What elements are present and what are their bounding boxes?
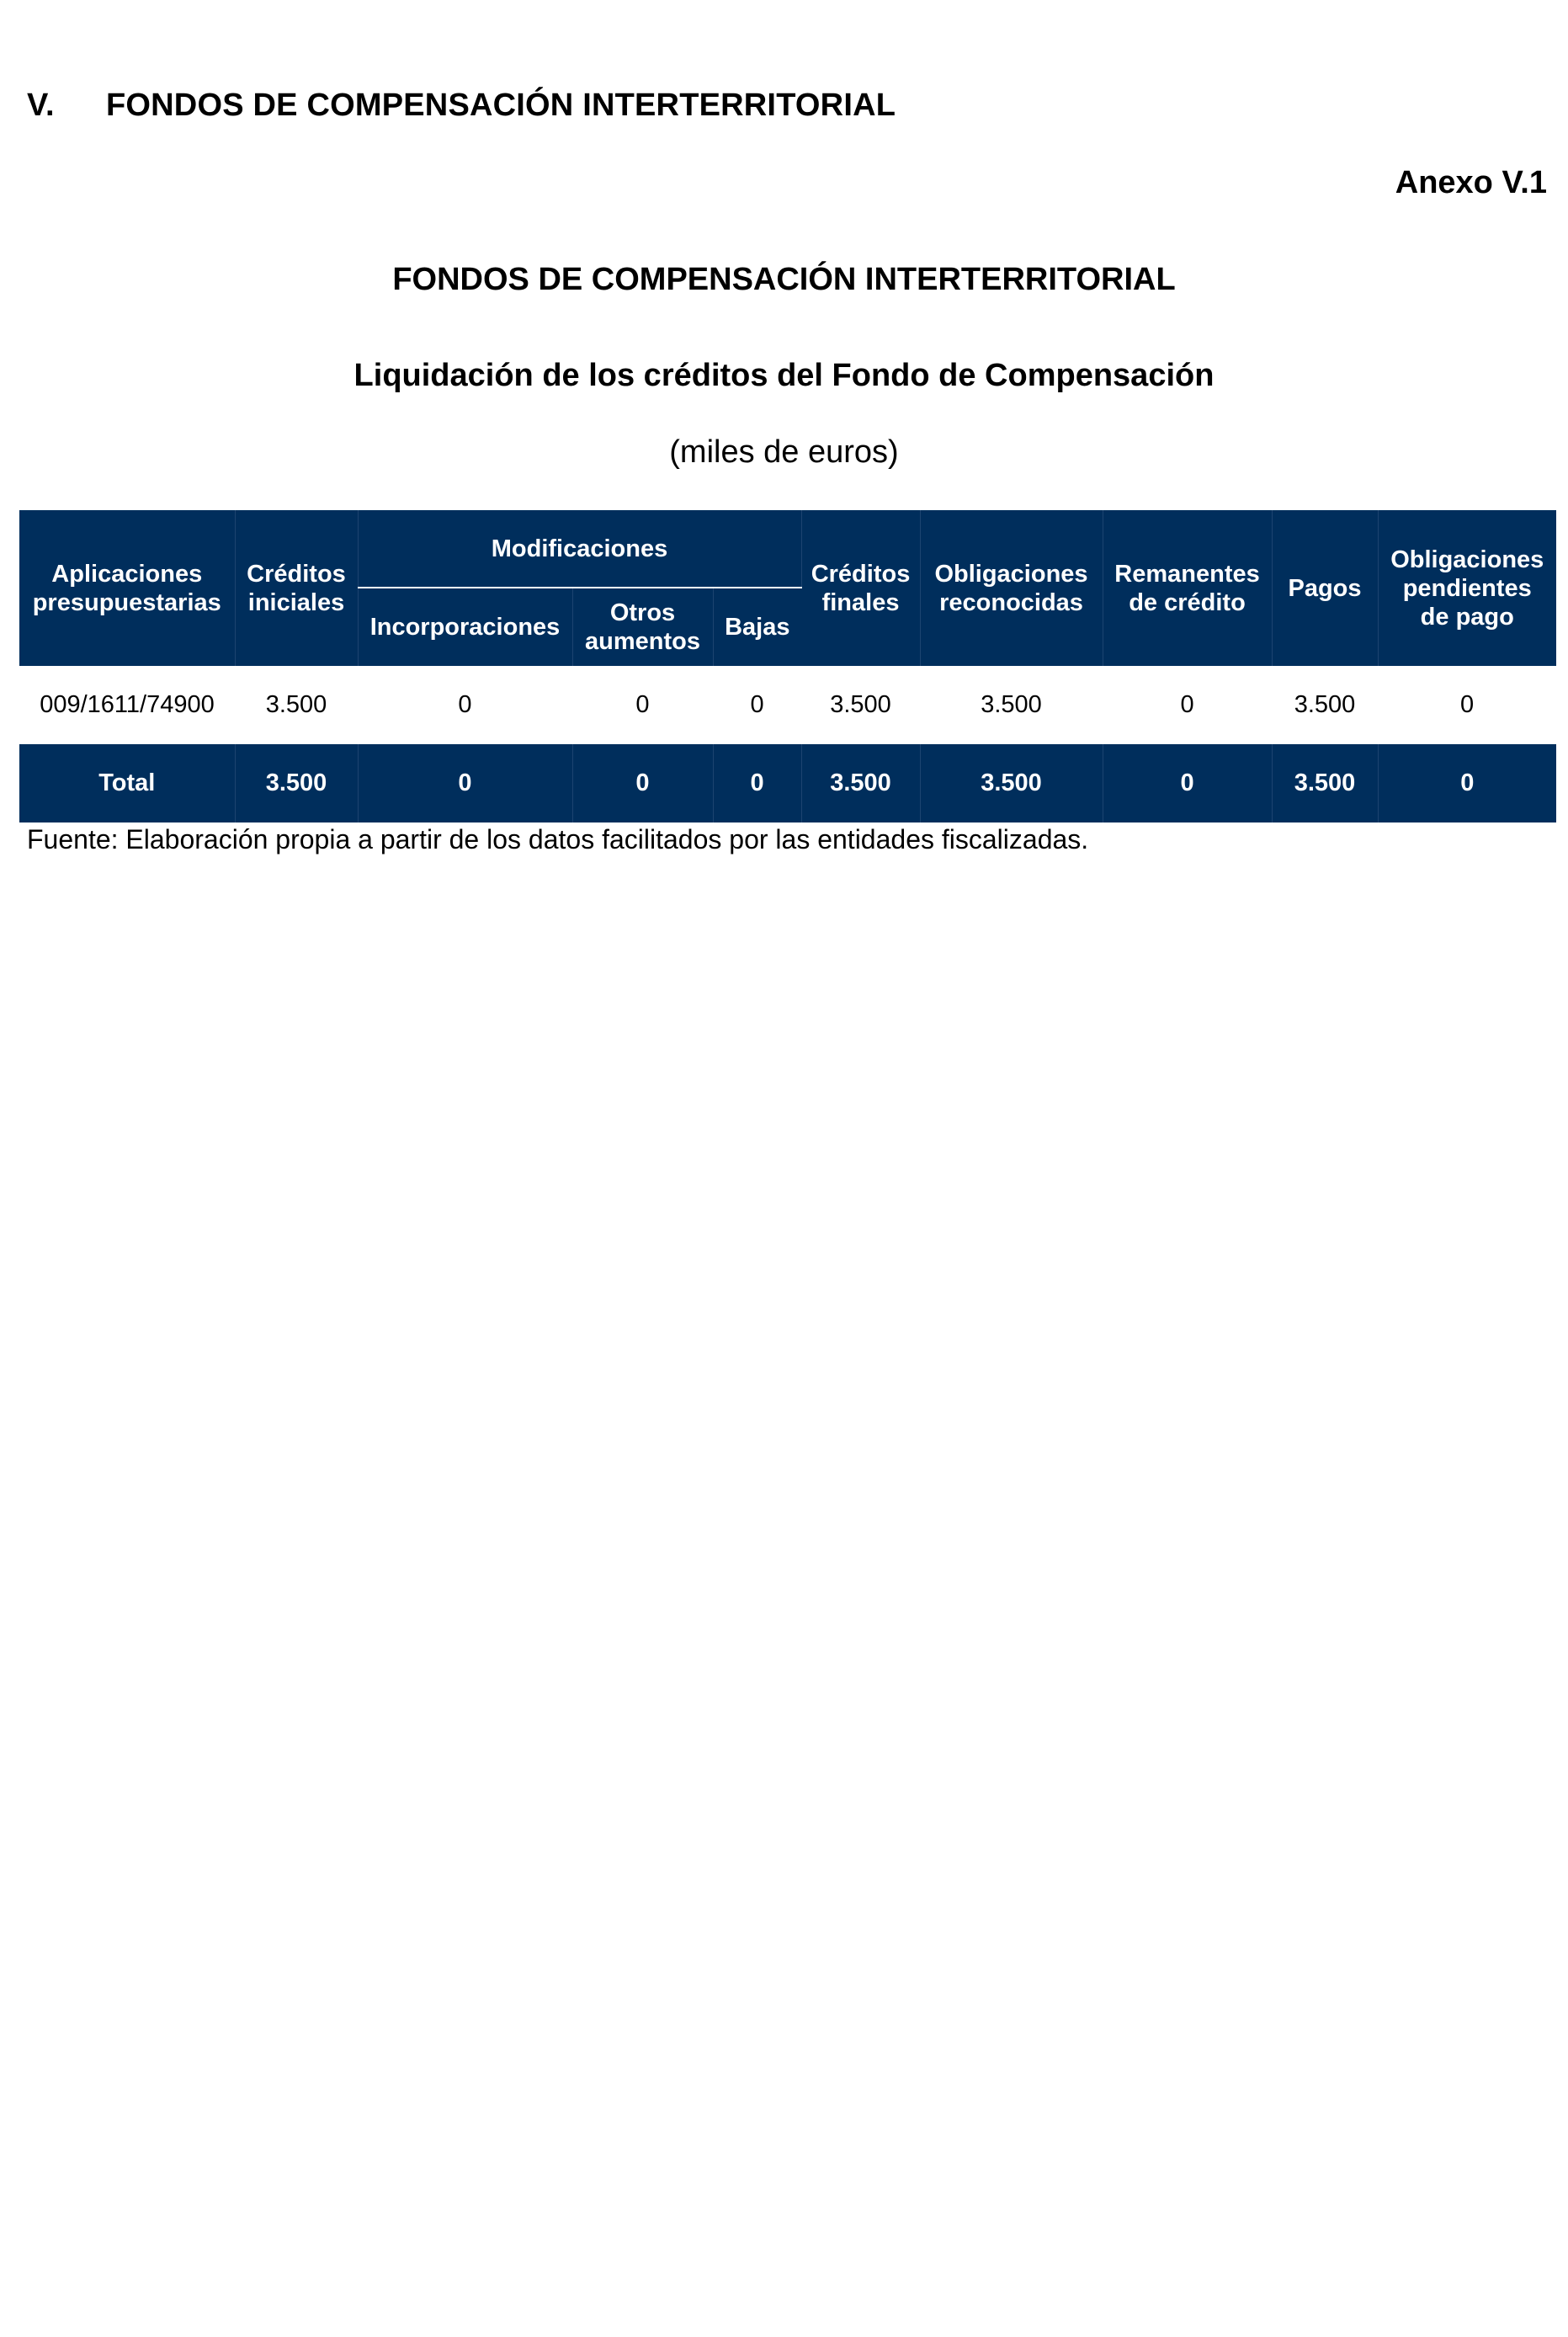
- total-otros-aumentos: 0: [572, 744, 713, 822]
- header-creditos-iniciales: Créditos iniciales: [235, 510, 358, 666]
- header-bajas: Bajas: [713, 588, 801, 666]
- total-creditos-iniciales: 3.500: [235, 744, 358, 822]
- table-title: FONDOS DE COMPENSACIÓN INTERTERRITORIAL: [392, 262, 1176, 297]
- table-row: [19, 666, 1556, 744]
- units-label: (miles de euros): [669, 434, 899, 470]
- section-title: FONDOS DE COMPENSACIÓN INTERTERRITORIAL: [106, 88, 896, 123]
- source-note: Fuente: Elaboración propia a partir de los datos facilitados por las entidades fiscalizadas.: [27, 824, 1089, 854]
- cell-bajas: 0: [713, 666, 801, 744]
- header-remanentes: Remanentes de crédito: [1103, 510, 1272, 666]
- cell-remanentes: 0: [1103, 666, 1272, 744]
- cell-obligaciones-reconocidas: 3.500: [920, 666, 1103, 744]
- cell-pendientes: 0: [1378, 666, 1556, 744]
- total-incorporaciones: 0: [358, 744, 572, 822]
- total-pagos: 3.500: [1272, 744, 1378, 822]
- header-creditos-finales: Créditos finales: [801, 510, 920, 666]
- header-otros-aumentos: Otros aumentos: [572, 588, 713, 666]
- cell-incorporaciones: 0: [358, 666, 572, 744]
- annex-label: Anexo V.1: [1395, 165, 1547, 200]
- total-creditos-finales: 3.500: [801, 744, 920, 822]
- total-row: [19, 744, 1556, 822]
- header-pagos: Pagos: [1272, 510, 1378, 666]
- table-subtitle: Liquidación de los créditos del Fondo de Compensación: [353, 358, 1215, 393]
- section-heading: [27, 88, 896, 124]
- liquidacion-table: [19, 510, 1556, 822]
- total-pendientes: 0: [1378, 744, 1556, 822]
- total-label: Total: [19, 744, 235, 822]
- header-incorporaciones: Incorporaciones: [358, 588, 572, 666]
- total-obligaciones-reconocidas: 3.500: [920, 744, 1103, 822]
- cell-otros-aumentos: 0: [572, 666, 713, 744]
- cell-pagos: 3.500: [1272, 666, 1378, 744]
- header-modificaciones: Modificaciones: [358, 510, 801, 588]
- total-remanentes: 0: [1103, 744, 1272, 822]
- section-number: V.: [27, 88, 55, 123]
- header-row-top: [19, 510, 1556, 588]
- cell-creditos-iniciales: 3.500: [235, 666, 358, 744]
- header-obligaciones-pendientes: Obligaciones pendientes de pago: [1378, 510, 1556, 666]
- header-aplicaciones: Aplicaciones presupuestarias: [19, 510, 235, 666]
- total-bajas: 0: [713, 744, 801, 822]
- cell-aplicacion: 009/1611/74900: [19, 666, 235, 744]
- header-obligaciones-reconocidas: Obligaciones reconocidas: [920, 510, 1103, 666]
- cell-creditos-finales: 3.500: [801, 666, 920, 744]
